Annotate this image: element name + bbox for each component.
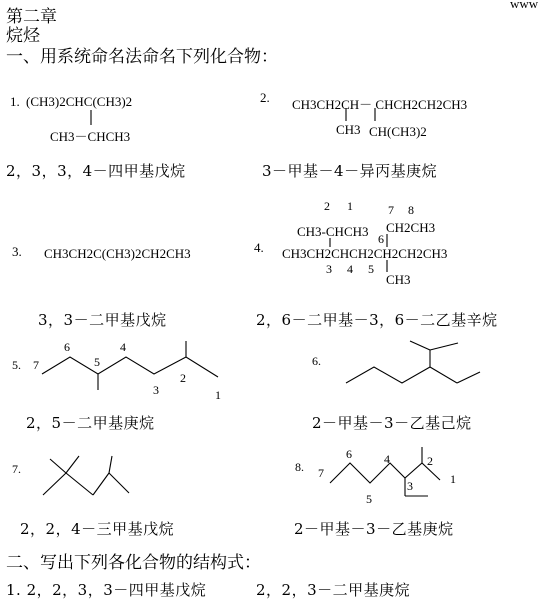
q5-locant-5: 5 xyxy=(94,355,100,369)
q8-answer: 2－甲基－3－乙基庚烷 xyxy=(294,520,454,538)
q8-locant-3: 3 xyxy=(407,479,413,493)
q8-locant-2: 2 xyxy=(427,454,433,468)
q1-answer: 2，3，3，4－四甲基戊烷 xyxy=(6,162,186,180)
q4-locant-6: 6 xyxy=(378,232,384,246)
q4-top-right-formula: CH2CH3 xyxy=(386,220,436,235)
q8-number: 8. xyxy=(295,460,304,474)
q5-locant-4: 4 xyxy=(120,340,126,354)
part2-item-2: 2，2，3－二甲基庚烷 xyxy=(256,581,411,599)
q8-locant-4: 4 xyxy=(384,452,390,466)
top-right-text: www xyxy=(510,0,539,11)
q4-locant-5: 5 xyxy=(368,262,374,276)
q5-answer: 2，5－二甲基庚烷 xyxy=(26,414,155,432)
q4-top-left-formula: CH3-CHCH3 xyxy=(297,224,369,239)
q1-number: 1. xyxy=(10,94,20,109)
q4-bottom-formula: CH3 xyxy=(386,272,411,287)
q5-locant-3: 3 xyxy=(153,383,159,397)
q4-locant-3: 3 xyxy=(326,262,332,276)
q4-locant-1: 1 xyxy=(347,199,353,213)
q2-sub-isopropyl: CH(CH3)2 xyxy=(369,124,427,139)
subject-title: 烷烃 xyxy=(6,26,40,46)
q3-number: 3. xyxy=(12,244,22,259)
q6-answer: 2－甲基－3－乙基己烷 xyxy=(312,414,472,432)
q1-main-formula: (CH3)2CHC(CH3)2 xyxy=(26,94,133,109)
section-1-heading: 一、用系统命名法命名下列化合物： xyxy=(6,47,278,67)
q2-main-formula: CH3CH2CH－ CHCH2CH2CH3 xyxy=(292,97,468,112)
q5-locant-2: 2 xyxy=(180,371,186,385)
q5-number: 5. xyxy=(12,358,21,372)
q6-number: 6. xyxy=(312,354,321,368)
q4-answer: 2，6－二甲基－3，6－二乙基辛烷 xyxy=(256,311,498,329)
q2-answer: 3－甲基－4－异丙基庚烷 xyxy=(262,162,438,180)
q1-branch-formula: CH3－CHCH3 xyxy=(50,129,131,144)
q5-locant-6: 6 xyxy=(64,340,70,354)
q4-main-formula: CH3CH2CHCH2CH2CH2CH3 xyxy=(282,246,448,261)
q8-locant-6: 6 xyxy=(346,447,352,461)
part2-item-1: 1. 2，2，3，3－四甲基戊烷 xyxy=(6,581,207,599)
q2-sub-methyl: CH3 xyxy=(336,122,361,137)
q5-locant-1: 1 xyxy=(215,388,221,402)
q8-locant-7: 7 xyxy=(318,466,324,480)
q8-locant-5: 5 xyxy=(366,492,372,506)
chapter-title: 第二章 xyxy=(6,7,57,27)
q4-number: 4. xyxy=(254,240,264,255)
q4-locant-8: 8 xyxy=(408,203,414,217)
q7-answer: 2，2，4－三甲基戊烷 xyxy=(20,520,175,538)
q4-locant-7: 7 xyxy=(388,203,394,217)
q2-number: 2. xyxy=(260,90,270,105)
q8-locant-1: 1 xyxy=(450,472,456,486)
q4-locant-2: 2 xyxy=(324,199,330,213)
q3-formula: CH3CH2C(CH3)2CH2CH3 xyxy=(44,246,191,261)
q3-answer: 3，3－二甲基戊烷 xyxy=(38,311,167,329)
q7-number: 7. xyxy=(12,462,21,476)
q4-locant-4: 4 xyxy=(347,262,353,276)
q5-locant-7: 7 xyxy=(33,358,39,372)
section-2-heading: 二、写出下列各化合物的结构式： xyxy=(6,553,261,573)
